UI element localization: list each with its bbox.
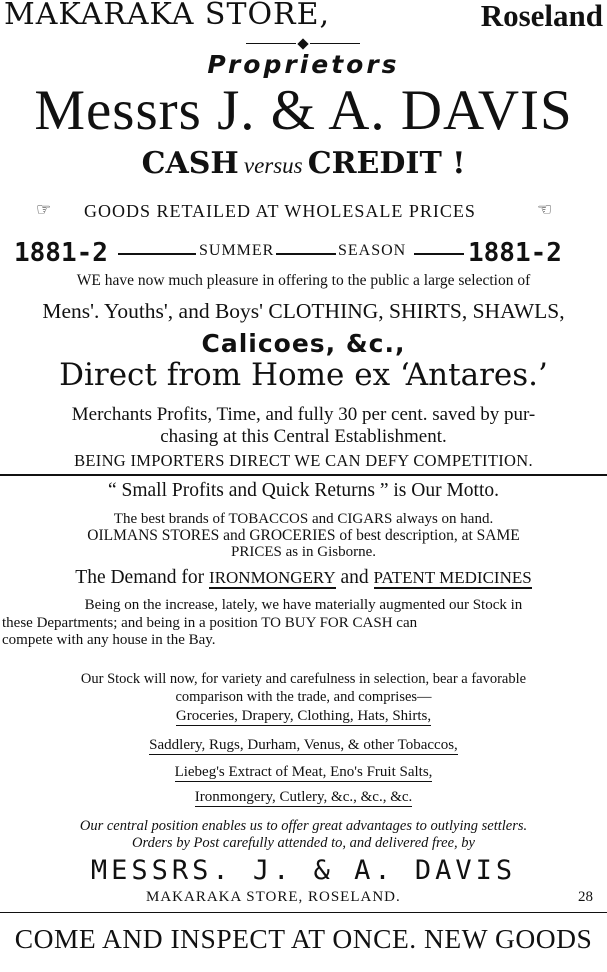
- store-heading: [0, 0, 607, 34]
- pointing-hand-right-icon: ☜: [537, 200, 553, 220]
- increase-line-2: these Departments; and being in a position TO BUY FOR CASH can: [2, 615, 418, 631]
- stock-line-2: comparison with the trade, and comprises—: [175, 689, 432, 705]
- stock-item-4: [0, 789, 607, 807]
- credit-word: CREDIT !: [307, 146, 466, 181]
- footer-proprietors: MESSRS. J. & A. DAVIS: [90, 855, 517, 886]
- brands-line-2: OILMANS STORES and GROCERIES of best description, at SAME: [87, 527, 520, 544]
- brands-line-1: The best brands of TOBACCOS and CIGARS always on hand.: [113, 511, 494, 527]
- stock-item-text: Groceries, Drapery, Clothing, Hats, Shirts,: [175, 708, 432, 724]
- footer-store: MAKARAKA STORE, ROSELAND.: [146, 889, 401, 905]
- ornament-rule: [246, 42, 360, 46]
- cash-versus-credit: [0, 146, 607, 181]
- footer-number: 28: [578, 889, 593, 905]
- demand-line: [0, 567, 607, 589]
- divider-rule: [0, 474, 607, 476]
- season-line: [0, 238, 607, 266]
- wholesale-text: GOODS RETAILED AT WHOLESALE PRICES: [84, 201, 476, 221]
- stock-item-text: Saddlery, Rugs, Durham, Venus, & other Tobaccos,: [149, 737, 458, 753]
- season-summer: SUMMER: [199, 242, 275, 259]
- season-year-right: 1881-2: [468, 238, 562, 268]
- stock-item-text: Ironmongery, Cutlery, &c., &c., &c.: [194, 789, 413, 805]
- increase-line-1: Being on the increase, lately, we have materially augmented our Stock in: [84, 597, 523, 613]
- proprietors-name: Messrs J. & A. DAVIS: [34, 79, 573, 142]
- stock-item-1: [0, 708, 607, 726]
- store-name: MAKARAKA STORE,: [4, 0, 331, 32]
- footer-inspect: COME AND INSPECT AT ONCE. NEW GOODS: [14, 923, 593, 954]
- demand-ironmongery: IRONMONGERY: [209, 568, 336, 587]
- brands-line-3: PRICES as in Gisborne.: [230, 544, 376, 560]
- demand-and: and: [340, 567, 369, 588]
- versus-word: versus: [243, 153, 303, 178]
- stock-item-2: [0, 737, 607, 755]
- pointing-hand-left-icon: ☞: [36, 200, 52, 220]
- footer-rule: [0, 912, 607, 913]
- increase-line-3: compete with any house in the Bay.: [2, 632, 216, 648]
- position-line-2: Orders by Post carefully attended to, and delivered free, by: [132, 835, 475, 851]
- savings-line-1: Merchants Profits, Time, and fully 30 per cent. saved by pur-: [71, 404, 536, 425]
- calicoes-line: Calicoes, &c.,: [201, 329, 406, 358]
- wholesale-line: [0, 201, 607, 225]
- position-line-1: Our central position enables us to offer great advantages to outlying settlers.: [79, 818, 528, 834]
- savings-line-3: BEING IMPORTERS DIRECT WE CAN DEFY COMPETITION.: [74, 451, 533, 470]
- footer-store-line: [0, 889, 607, 909]
- stock-item-3: [0, 764, 607, 782]
- stock-item-text: Liebeg's Extract of Meat, Eno's Fruit Salts,: [174, 764, 433, 780]
- savings-line-2: chasing at this Central Establishment.: [160, 426, 447, 447]
- cash-word: CASH: [141, 146, 239, 181]
- demand-medicines: PATENT MEDICINES: [373, 568, 532, 587]
- season-year-left: 1881-2: [14, 238, 108, 268]
- intro-line-1: WE have now much pleasure in offering to the public a large selection of: [76, 272, 531, 289]
- direct-from-home: Direct from Home ex ‘Antares.’: [59, 357, 548, 393]
- season-word: SEASON: [338, 242, 407, 259]
- stock-line-1: Our Stock will now, for variety and carefulness in selection, bear a favorable: [80, 671, 527, 687]
- store-town: Roseland: [480, 0, 603, 33]
- intro-line-2: Mens'. Youths', and Boys' CLOTHING, SHIRTS, SHAWLS,: [42, 299, 565, 323]
- proprietors-label: Proprietors: [207, 50, 400, 79]
- demand-prefix: The Demand for: [75, 567, 205, 588]
- motto: “ Small Profits and Quick Returns ” is Our Motto.: [107, 480, 500, 501]
